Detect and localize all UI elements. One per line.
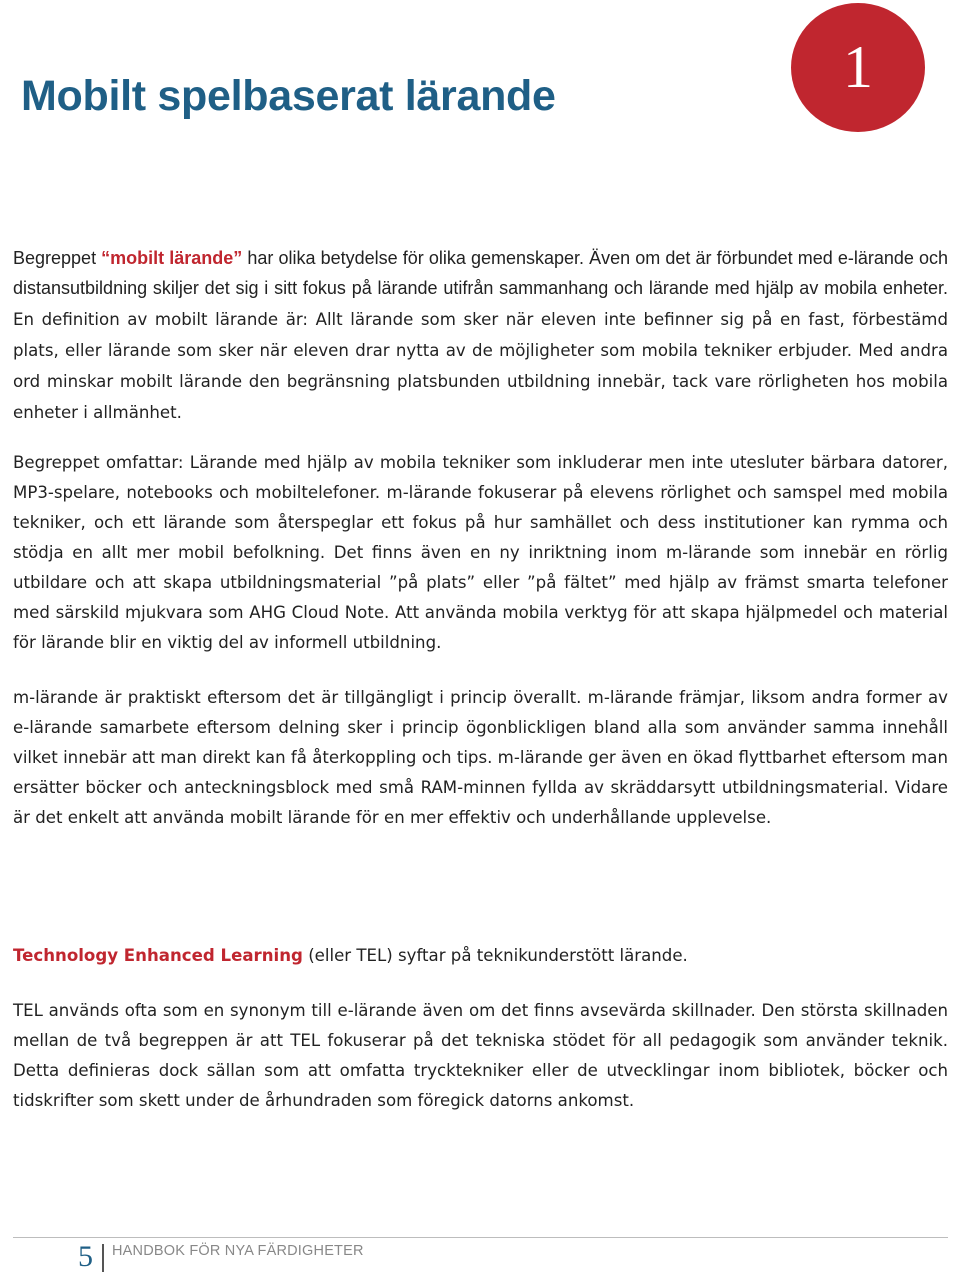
chapter-number-badge: [791, 3, 925, 132]
paragraph-text: (eller TEL) syftar på teknikunderstött lärande.: [302, 946, 688, 965]
paragraph-text-continued: En definition av mobilt lärande är: Allt lärande som sker när eleven inte befinner sig på en fast, förbestämd plats, eller lärande som sker när eleven drar nytta av de möjligheter som mobila tekniker erbjuder. Med andra ord minskar mobilt lärande den begränsning platsbunden utbildning innebär, tack vare rörligheten hos mobila enheter i allmänhet.: [13, 310, 948, 422]
footer-divider: [13, 1237, 948, 1238]
page-title: Mobilt spelbaserat lärande: [21, 72, 556, 120]
paragraph-tel-intro: [13, 941, 948, 971]
highlight-mobilt-larande: “mobilt lärande”: [101, 248, 243, 268]
footer-separator: [102, 1244, 104, 1272]
footer-title: HANDBOK FÖR NYA FÄRDIGHETER: [112, 1243, 364, 1259]
paragraph-benefits: m-lärande är praktiskt eftersom det är tillgängligt i princip överallt. m-lärande främjar, liksom andra former av e-lärande samarbete eftersom delning sker i princip ögonblickligen bland alla som använder samma innehåll vilket innebär att man direkt kan få återkoppling och tips. m-lärande ger även en ökad flyttbarhet eftersom man ersätter böcker och anteckningsblock med små RAM-minnen fyllda av skräddarsytt utbildningsmaterial. Vidare är det enkelt att använda mobilt lärande för en mer effektiv och underhållande upplevelse.: [13, 688, 948, 827]
paragraph-text: har olika betydelse för olika gemenskaper. Även om det är förbundet med e-lärande och distansutbildning skiljer det sig i sitt fokus på lärande utifrån sammanhang och lärande med hjälp av mobila enheter.: [13, 248, 948, 298]
highlight-technology-enhanced-learning: Technology Enhanced Learning: [13, 946, 303, 965]
footer-page-number: 5: [78, 1240, 93, 1273]
chapter-number: 1: [843, 34, 873, 100]
paragraph-definition: [13, 243, 948, 428]
paragraph-scope: Begreppet omfattar: Lärande med hjälp av mobila tekniker som inkluderar men inte utesluter bärbara datorer, MP3-spelare, notebooks och mobiltelefoner. m-lärande fokuserar på elevens rörlighet och samspel med mobila tekniker, och ett lärande som återspeglar ett fokus på hur samhället och dess institutioner kan rymma och stödja en allt mer mobil befolkning. Det finns även en ny inriktning inom m-lärande som innebär en rörlig utbildare och att skapa utbildningsmaterial ”på plats” eller ”på fältet” med hjälp av främst smarta telefoner med särskild mjukvara som AHG Cloud Note. Att använda mobila verktyg för att skapa hjälpmedel och material för lärande blir en viktig del av informell utbildning.: [13, 453, 948, 652]
paragraph-tel-details: TEL används ofta som en synonym till e-lärande även om det finns avsevärda skillnader. Den största skillnaden mellan de två begreppen är att TEL fokuserar på det tekniska stödet för all pedagogik som använder teknik. Detta definieras dock sällan som att omfatta trycktekniker eller de utvecklingar inom bibliotek, böcker och tidskrifter som skett under de århundraden som föregick datorns ankomst.: [13, 1001, 948, 1110]
paragraph-intro: Begreppet: [13, 248, 102, 268]
